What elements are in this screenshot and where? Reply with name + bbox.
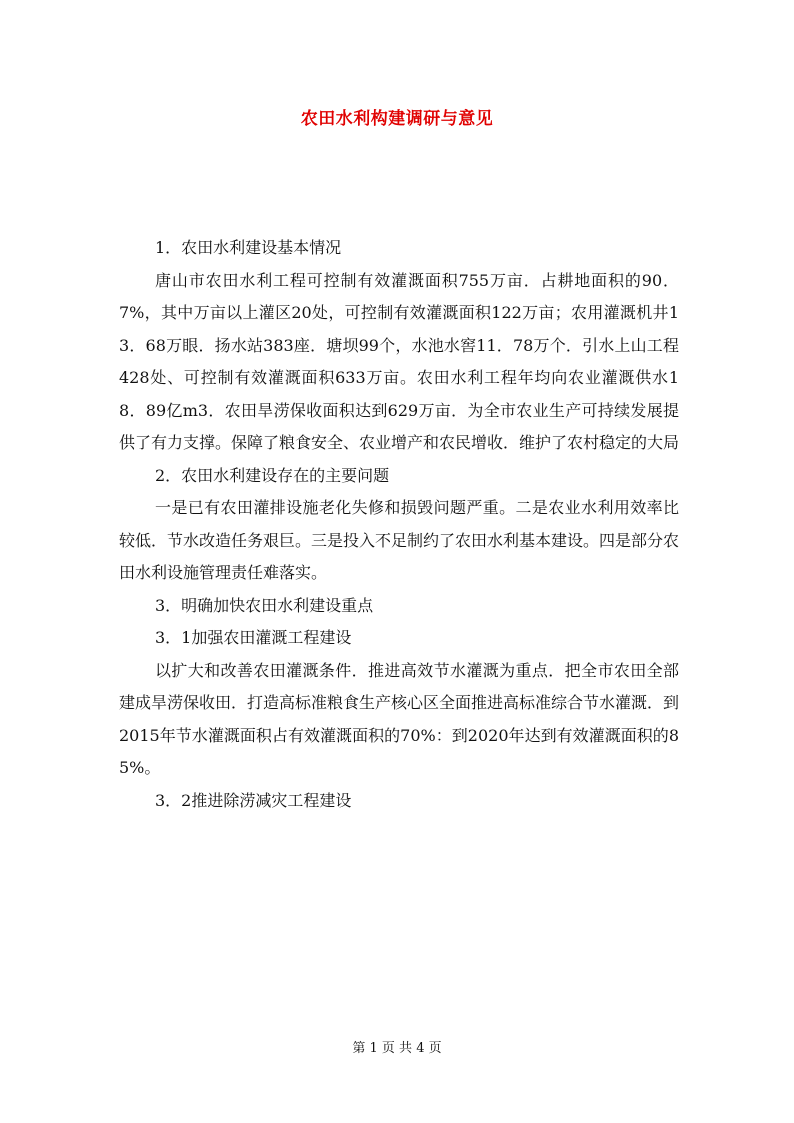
paragraph-main-problems: 一是已有农田灌排设施老化失修和损毁问题严重。二是农业水利用效率比较低．节水改造任务艰巨。三是投入不足制约了农田水利基本建设。四是部分农田水利设施管理责任难落实。	[119, 498, 680, 582]
document-title: 农田水利构建调研与意见	[300, 109, 494, 129]
section-heading-1: 1．农田水利建设基本情况	[155, 238, 342, 257]
section-heading-3: 3．明确加快农田水利建设重点	[155, 595, 374, 615]
section-heading-2: 2．农田水利建设存在的主要问题	[155, 465, 390, 485]
subsection-heading-3-1: 3．1加强农田灌溉工程建设	[155, 628, 352, 647]
paragraph-irrigation-construction: 以扩大和改善农田灌溉条件．推进高效节水灌溉为重点．把全市农田全部建成旱涝保收田．打造高标准粮食生产核心区全面推进高标准综合节水灌溉．到2015年节水灌溉面积占有效灌溉面积的70%：到2020年达到有效灌溉面积的85%。	[119, 660, 680, 777]
paragraph-basic-situation: 唐山市农田水利工程可控制有效灌溉面积755万亩．占耕地面积的90．7%，其中万亩以上灌区20处，可控制有效灌溉面积122万亩；农用灌溉机井13．68万眼．扬水站383座．塘坝99个，水池水窖11．78万个．引水上山工程428处、可控制有效灌溉面积633万亩。农田水利工程年均向农业灌溉供水18．89亿m3．农田旱涝保收面积达到629万亩．为全市农业生产可持续发展提供了有力支撑。保障了粮食安全、农业增产和农民增收．维护了农村稳定的大局	[119, 270, 680, 452]
document-body	[119, 232, 679, 817]
subsection-heading-3-2: 3．2推进除涝减灾工程建设	[155, 790, 352, 810]
page-number-footer: 第 1 页 共 4 页	[352, 1041, 442, 1056]
